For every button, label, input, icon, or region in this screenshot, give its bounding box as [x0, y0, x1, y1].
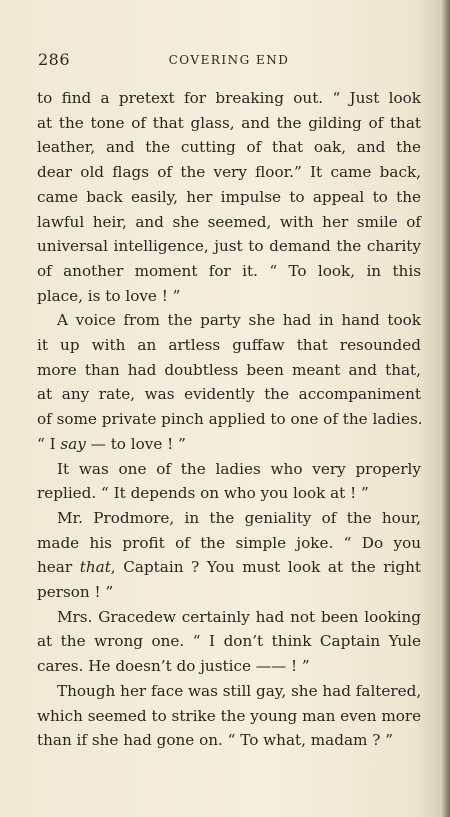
emphasis: say — [60, 434, 86, 453]
body-text — [37, 86, 421, 753]
text-line: which seemed to strike the young man even more — [37, 706, 422, 725]
text-line: universal intelligence, just to demand the charity — [37, 237, 421, 256]
text-line: cares. He doesn’t do justice —— ! ” — [37, 657, 310, 676]
text-line: at any rate, was evidently the accompaniment — [37, 385, 421, 404]
running-title: COVERING END — [168, 53, 290, 67]
text-line — [37, 555, 421, 580]
text-line: Mrs. Gracedew certainly had not been looking — [57, 607, 421, 626]
text-line: came back easily, her impulse to appeal to the — [37, 187, 421, 206]
text-line: of another moment for it. “ To look, in this — [37, 261, 421, 280]
text-line: than if she had gone on. “ To what, madam ? ” — [37, 731, 393, 750]
text-line: Mr. Prodmore, in the geniality of the hour, — [57, 508, 421, 527]
text-line: at the wrong one. “ I don’t think Captain Yule — [37, 632, 421, 651]
text-run: “ I — [37, 434, 61, 453]
text-line: dear old flags of the very floor.” It came back, — [37, 163, 421, 182]
text-line: at the tone of that glass, and the gilding of that — [37, 113, 421, 132]
text-line: Though her face was still gay, she had faltered, — [57, 681, 422, 700]
text-run: , Captain ? You must look at the right — [110, 558, 421, 577]
page-number: 286 — [38, 50, 71, 69]
text-line: lawful heir, and she seemed, with her smile of — [37, 212, 421, 231]
text-line: of some private pinch applied to one of the ladies. — [37, 410, 423, 429]
text-line: more than had doubtless been meant and that, — [37, 360, 421, 379]
text-line: it up with an artless guffaw that resounded — [37, 336, 421, 355]
text-line: to find a pretext for breaking out. “ Just look — [37, 89, 421, 107]
text-line: It was one of the ladies who very properly — [57, 459, 421, 478]
text-line: leather, and the cutting of that oak, and the — [37, 138, 421, 157]
text-run: — to love ! ” — [85, 434, 186, 453]
text-line: person ! ” — [37, 583, 114, 602]
emphasis: that — [79, 558, 111, 577]
text-line: place, is to love ! ” — [37, 286, 181, 305]
text-line: A voice from the party she had in hand took — [57, 311, 421, 330]
text-line — [37, 432, 421, 457]
text-line: made his profit of the simple joke. “ Do you — [37, 533, 421, 552]
text-line: replied. “ It depends on who you look at ! ” — [37, 484, 369, 503]
text-run: hear — [37, 558, 80, 577]
page-header — [38, 50, 420, 70]
